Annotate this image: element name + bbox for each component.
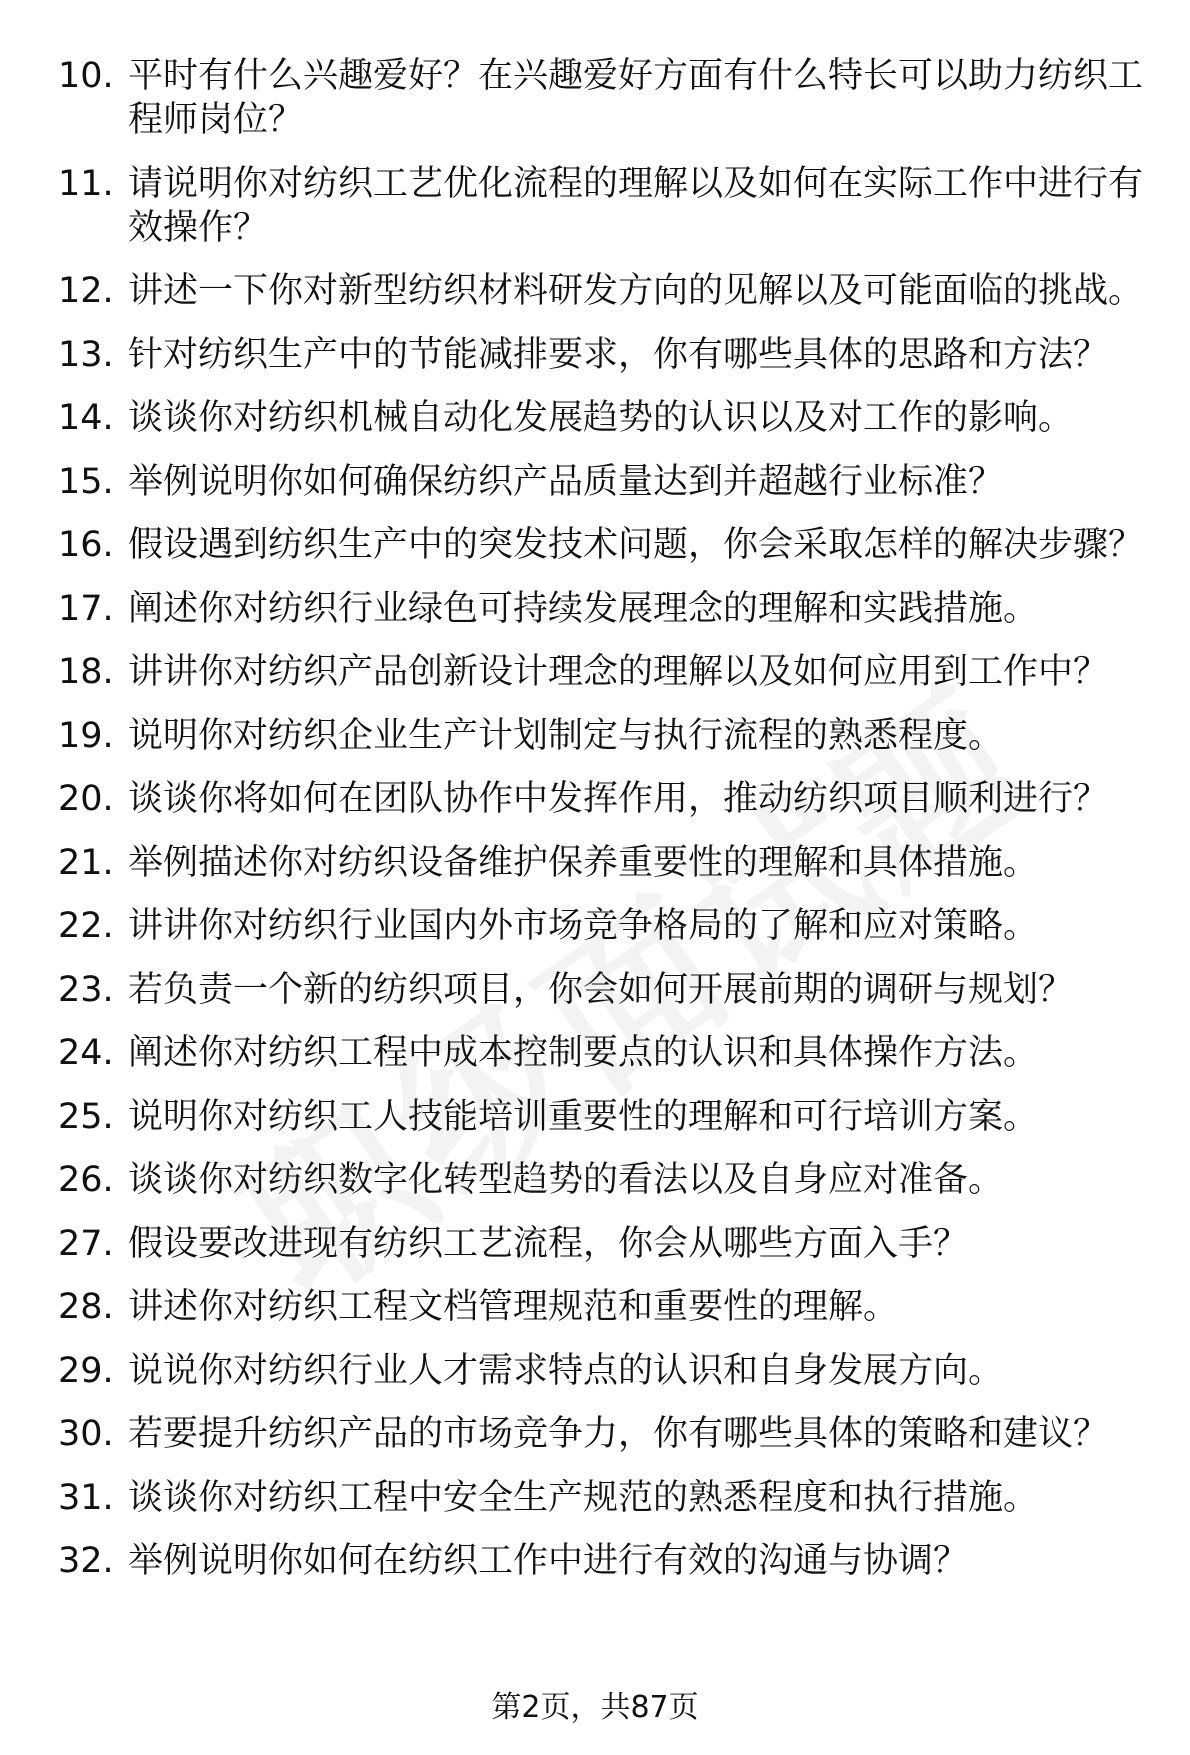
question-text: 谈谈你对纺织数字化转型趋势的看法以及自身应对准备。 [128, 1160, 1004, 1200]
list-item [58, 650, 1148, 694]
list-item [58, 1285, 1148, 1329]
list-item [58, 1349, 1148, 1393]
question-number: 17. [58, 588, 114, 629]
question-text: 阐述你对纺织工程中成本控制要点的认识和具体操作方法。 [128, 1033, 1039, 1073]
question-number: 27. [58, 1223, 114, 1264]
question-number: 13. [58, 334, 114, 375]
list-item [58, 714, 1148, 758]
question-text: 请说明你对纺织工艺优化流程的理解以及如何在实际工作中进行有效操作？ [128, 163, 1144, 248]
question-text: 谈谈你对纺织机械自动化发展趋势的认识以及对工作的影响。 [128, 398, 1074, 438]
question-number: 18. [58, 652, 114, 692]
page-footer [0, 1688, 1190, 1728]
question-number: 23. [58, 969, 114, 1010]
question-text: 假设遇到纺织生产中的突发技术问题，你会采取怎样的解决步骤？ [128, 525, 1144, 565]
question-number: 10. [58, 56, 114, 96]
list-item [58, 968, 1148, 1012]
list-item [58, 904, 1148, 948]
list-item [58, 460, 1148, 504]
question-text: 说说你对纺织行业人才需求特点的认识和自身发展方向。 [128, 1350, 1004, 1391]
list-item [58, 162, 1148, 250]
list-item [58, 1412, 1148, 1456]
question-text: 讲述一下你对新型纺织材料研发方向的见解以及可能面临的挑战。 [128, 271, 1144, 311]
question-text: 阐述你对纺织行业绿色可持续发展理念的理解和实践措施。 [128, 588, 1039, 629]
question-number: 31. [58, 1477, 114, 1518]
question-text: 讲讲你对纺织行业国内外市场竞争格局的了解和应对策略。 [128, 906, 1039, 946]
question-number: 12. [58, 271, 114, 311]
list-item [58, 1539, 1148, 1583]
question-number: 26. [58, 1160, 114, 1200]
list-item [58, 587, 1148, 631]
question-text: 谈谈你将如何在团队协作中发挥作用，推动纺织项目顺利进行？ [128, 779, 1109, 819]
list-item [58, 1222, 1148, 1266]
list-item [58, 841, 1148, 885]
question-number: 25. [58, 1096, 114, 1137]
question-text: 说明你对纺织工人技能培训重要性的理解和可行培训方案。 [128, 1096, 1039, 1137]
question-text: 举例说明你如何确保纺织产品质量达到并超越行业标准？ [128, 461, 1004, 502]
list-item [58, 269, 1148, 313]
question-text: 讲述你对纺织工程文档管理规范和重要性的理解。 [128, 1287, 899, 1327]
question-number: 11. [58, 163, 114, 204]
question-number: 16. [58, 525, 114, 565]
question-number: 19. [58, 715, 114, 756]
list-item [58, 1031, 1148, 1075]
question-number: 32. [58, 1541, 114, 1581]
list-item [58, 1158, 1148, 1202]
list-item [58, 54, 1148, 142]
question-number: 20. [58, 779, 114, 819]
question-number: 28. [58, 1287, 114, 1327]
list-item [58, 396, 1148, 440]
list-item [58, 1476, 1148, 1520]
question-number: 30. [58, 1414, 114, 1454]
question-number: 24. [58, 1033, 114, 1073]
question-text: 若要提升纺织产品的市场竞争力，你有哪些具体的策略和建议？ [128, 1414, 1109, 1454]
question-text: 平时有什么兴趣爱好？在兴趣爱好方面有什么特长可以助力纺织工程师岗位？ [128, 56, 1144, 140]
list-item [58, 333, 1148, 377]
question-list [58, 54, 1148, 1603]
question-text: 若负责一个新的纺织项目，你会如何开展前期的调研与规划？ [128, 969, 1074, 1010]
question-number: 15. [58, 461, 114, 502]
list-item [58, 523, 1148, 567]
list-item [58, 777, 1148, 821]
question-number: 22. [58, 906, 114, 946]
question-text: 谈谈你对纺织工程中安全生产规范的熟悉程度和执行措施。 [128, 1477, 1039, 1518]
question-number: 29. [58, 1350, 114, 1391]
question-text: 假设要改进现有纺织工艺流程，你会从哪些方面入手？ [128, 1223, 969, 1264]
question-number: 14. [58, 398, 114, 438]
question-text: 举例描述你对纺织设备维护保养重要性的理解和具体措施。 [128, 842, 1039, 883]
question-text: 针对纺织生产中的节能减排要求，你有哪些具体的思路和方法？ [128, 334, 1109, 375]
list-item [58, 1095, 1148, 1139]
question-text: 说明你对纺织企业生产计划制定与执行流程的熟悉程度。 [128, 715, 1004, 756]
page-number: 第2页，共87页 [491, 1690, 699, 1725]
question-text: 举例说明你如何在纺织工作中进行有效的沟通与协调？ [128, 1541, 969, 1581]
question-text: 讲讲你对纺织产品创新设计理念的理解以及如何应用到工作中？ [128, 652, 1109, 692]
question-number: 21. [58, 842, 114, 883]
